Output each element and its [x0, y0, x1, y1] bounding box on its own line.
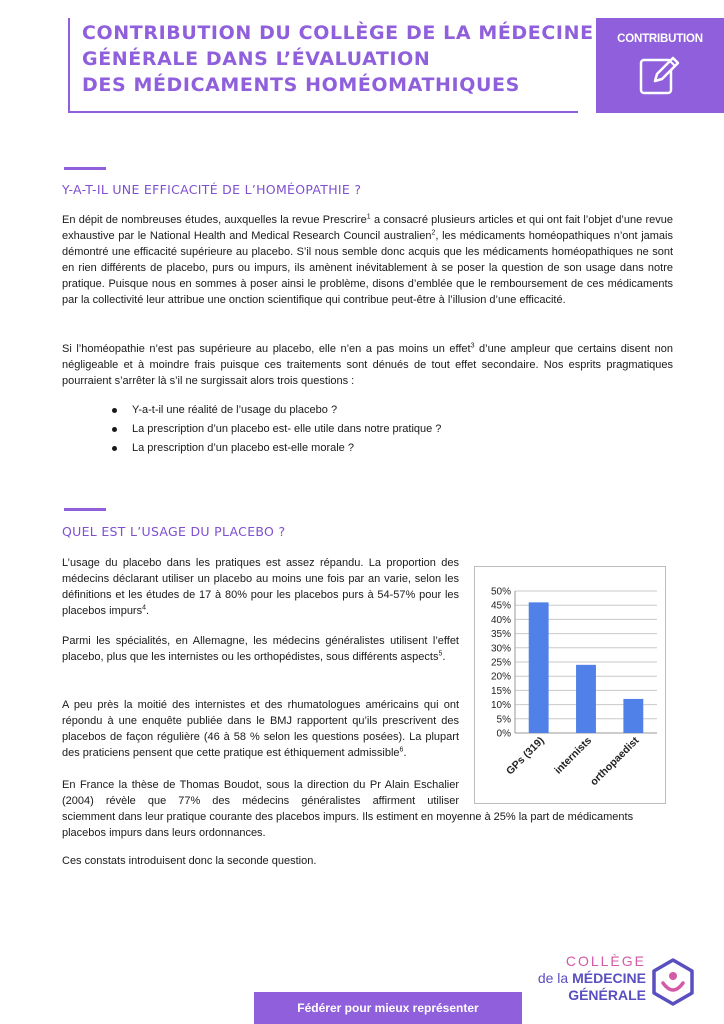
footer-tagline: Fédérer pour mieux représenter [297, 1001, 479, 1015]
bar [529, 602, 549, 733]
list-item: La prescription d’un placebo est- elle utile dans notre pratique ? [110, 421, 441, 440]
y-tick-label: 10% [490, 700, 511, 712]
contribution-badge [596, 18, 724, 113]
section-1-heading: Y-A-T-IL UNE EFFICACITÉ DE L’HOMÉOPATHIE ? [62, 182, 362, 197]
header-frame [68, 18, 594, 113]
section-2-accent-bar [64, 508, 106, 511]
badge-label: CONTRIBUTION [617, 33, 703, 45]
text-run: Parmi les spécialités, en Allemagne, les médecins généralistes utilisent l’effet placebo, plus que les internistes ou les orthopédistes, sous différents aspects [62, 635, 459, 663]
page-title [82, 20, 594, 98]
x-tick-label: orthopaedist [588, 734, 642, 789]
chart-canvas [475, 567, 667, 805]
section-2-paragraph-2 [62, 633, 459, 665]
x-tick-label: internists [552, 734, 595, 777]
y-tick-label: 5% [496, 714, 511, 726]
title-line-2: GÉNÉRALE DANS L’ÉVALUATION [82, 48, 431, 70]
section-2-paragraph-3 [62, 697, 459, 761]
text-line: (2004) révèle que 77% des médecins généralistes affirment utiliser [62, 795, 459, 807]
y-tick-label: 30% [490, 643, 511, 655]
bar [623, 699, 643, 733]
footnote-ref: 2 [431, 229, 436, 237]
text-line: sciemment dans leur pratique courante des placebos impurs. Ils estiment en moyenne à 25% la part de médicaments [62, 811, 634, 823]
footnote-ref: 4 [142, 604, 146, 612]
text-run: , les médicaments homéopathiques n’ont jamais démontré une efficacité supérieure au placebo. S’il nous semble donc acquis que les médicaments homéopathiques ne sont en rien différents de placebo, purs ou impurs, ils amènent inévitablement à se poser la question de son usage dans notre pratique. Puisque nous en sommes à poser ainsi le problème, disons d’emblée que le remboursement de ces médicaments par la collectivité leur attribue une onction scientifique qui contribue peut-être à l’illusion d’une efficacité. [62, 230, 673, 306]
y-tick-label: 45% [490, 600, 511, 612]
x-tick-label: GPs (319) [504, 734, 547, 778]
footnote-ref: 1 [366, 213, 371, 221]
text-run: A peu près la moitié des internistes et des rhumatologues américains qui ont répondu à une enquête publiée dans le BMJ rapportent qu’ils prescrivent des placebos de façon régulière (46 à 58 % selon les questions posées). La plupart des praticiens pensent que cette pratique est éthiquement admissible [62, 699, 459, 759]
bar [576, 665, 596, 733]
text-run: L’usage du placebo dans les pratiques est assez répandu. La proportion des médecins déclarant utiliser un placebo au moins une fois par an varie, selon les définitions et les études de 17 à 80% pour les placebos purs à 54-57% pour les placebos impurs [62, 557, 459, 617]
section-2-paragraph-5: Ces constats introduisent donc la seconde question. [62, 855, 317, 867]
footnote-ref: 5 [438, 650, 443, 658]
logo-line-2-prefix: de la [537, 970, 573, 986]
edit-pencil-icon [638, 54, 680, 96]
section-1-paragraph-1 [62, 212, 673, 308]
list-item: La prescription d’un placebo est-elle morale ? [110, 440, 441, 459]
text-line: En France la thèse de Thomas Boudot, sous la direction du Pr Alain Eschalier [62, 779, 459, 791]
logo-line-2-bold: MÉDECINE [572, 970, 646, 986]
text-run: . [403, 747, 407, 759]
text-run: . [442, 651, 446, 663]
y-tick-label: 20% [490, 671, 511, 683]
logo-line-2 [538, 970, 646, 987]
y-tick-label: 50% [490, 586, 511, 598]
footer-band [254, 992, 522, 1024]
section-2-heading: QUEL EST L’USAGE DU PLACEBO ? [62, 524, 286, 539]
footnote-ref: 3 [470, 342, 475, 350]
logo-line-3: GÉNÉRALE [568, 987, 646, 1003]
y-tick-label: 25% [490, 657, 511, 669]
placebo-usage-chart [474, 566, 666, 804]
text-run: En dépit de nombreuses études, auxquelles la revue Prescrire [62, 214, 367, 226]
section-2-paragraph-1 [62, 555, 459, 619]
title-line-1: CONTRIBUTION DU COLLÈGE DE LA MÉDECINE [82, 22, 594, 44]
y-tick-label: 35% [490, 629, 511, 641]
title-line-3: DES MÉDICAMENTS HOMÉOMATHIQUES [82, 74, 520, 96]
section-1-accent-bar [64, 167, 106, 170]
text-run: . [146, 605, 150, 617]
college-logo-text [538, 953, 646, 1004]
question-list [110, 402, 441, 459]
text-run: Si l’homéopathie n’est pas supérieure au placebo, elle n’en a pas moins un effet [62, 343, 471, 355]
footnote-ref: 6 [399, 746, 404, 754]
y-tick-label: 40% [490, 614, 511, 626]
y-tick-label: 0% [496, 728, 511, 740]
college-logo-icon [650, 957, 696, 1007]
y-tick-label: 15% [490, 685, 511, 697]
list-item: Y-a-t-il une réalité de l’usage du placebo ? [110, 402, 441, 421]
text-run: d’une ampleur que certains disent non négligeable et à moindre frais puisque ces traitements sont dénués de tout effet secondaire. Nos esprits pragmatiques pourraient s’arrêter là s’il ne surgissait alors trois questions : [62, 343, 673, 387]
logo-line-1: COLLÈGE [565, 953, 646, 969]
section-1-paragraph-2 [62, 341, 673, 389]
text-line: placebos impurs dans leurs ordonnances. [62, 827, 266, 839]
text-run: a consacré plusieurs articles et qui ont fait l’objet d’une revue exhaustive par le National Health and Medical Research Council australien [62, 214, 673, 242]
